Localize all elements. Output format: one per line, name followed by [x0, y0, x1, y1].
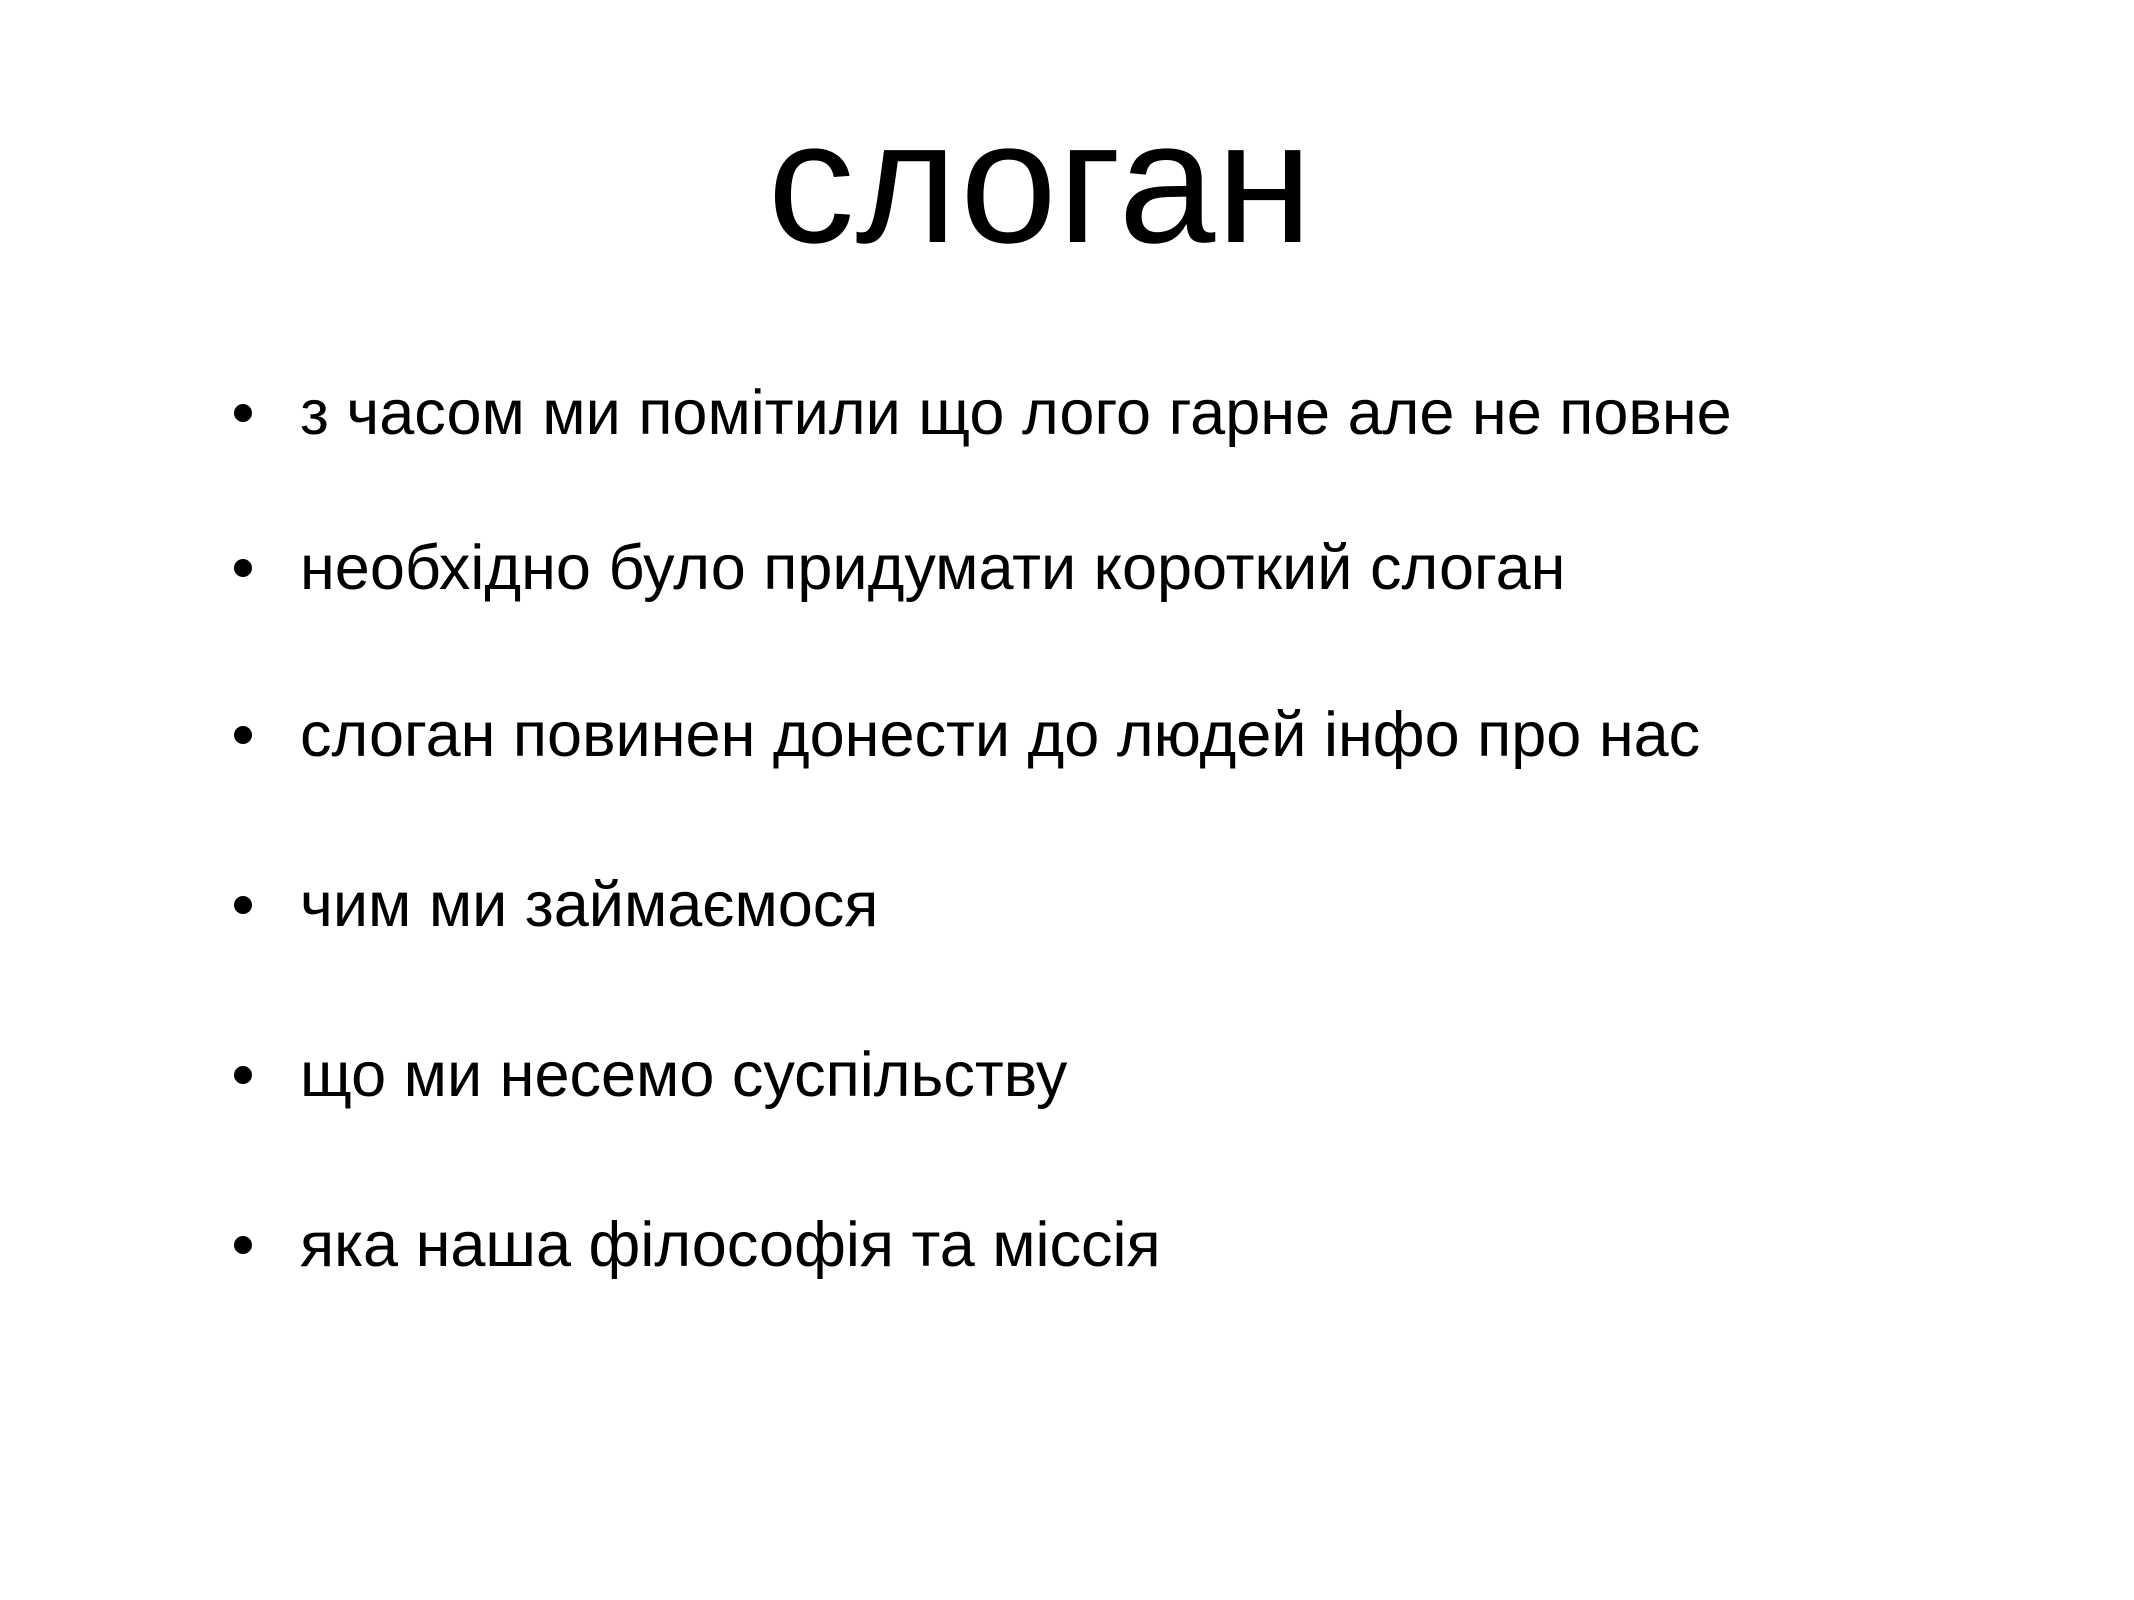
bullet-dot-icon [234, 559, 252, 577]
bullet-text: слоган повинен донести до людей інфо про нас [300, 700, 1701, 770]
bullet-dot-icon [234, 404, 252, 422]
bullet-text: що ми несемо суспільству [300, 1040, 1068, 1110]
bullet-dot-icon [234, 726, 252, 744]
bullet-text: необхідно було придумати короткий слоган [300, 533, 1566, 603]
bullet-item [0, 368, 2134, 458]
bullet-item [0, 1200, 2134, 1290]
bullet-dot-icon [234, 896, 252, 914]
bullet-item [0, 523, 2134, 613]
slide-title: слоган [767, 84, 1314, 279]
bullet-item [0, 1030, 2134, 1120]
bullet-item [0, 690, 2134, 780]
bullet-dot-icon [234, 1066, 252, 1084]
bullet-item [0, 860, 2134, 950]
bullet-dot-icon [234, 1236, 252, 1254]
bullet-text: чим ми займаємося [300, 870, 879, 940]
bullet-text: яка наша філософія та міссія [300, 1210, 1161, 1280]
bullet-text: з часом ми помітили що лого гарне але не повне [300, 378, 1732, 448]
